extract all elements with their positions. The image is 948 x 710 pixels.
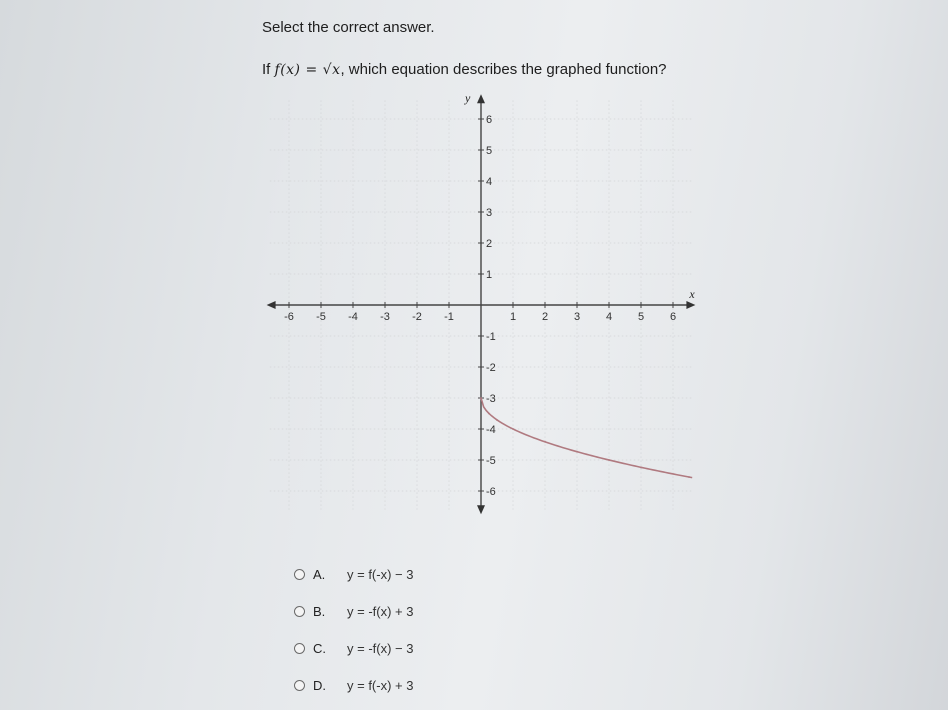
- curve-point: [480, 397, 482, 399]
- graph-svg: [255, 88, 710, 528]
- curve-point: [544, 441, 546, 443]
- y-tick-label: -5: [486, 455, 496, 467]
- curve-point: [640, 467, 642, 469]
- option-letter: D.: [313, 678, 326, 693]
- option-equation: y = -f(x) + 3: [347, 604, 414, 619]
- x-tick-label: 5: [637, 311, 645, 323]
- y-axis-label: y: [465, 91, 471, 106]
- curve-point: [512, 428, 514, 430]
- option-letter: A.: [313, 567, 326, 582]
- function-definition: f(x) = √x: [274, 62, 341, 78]
- radio-button-icon[interactable]: [294, 680, 305, 691]
- x-tick-label: -1: [444, 311, 454, 323]
- x-axis-right-arrow-icon: [686, 301, 695, 309]
- curve-point: [488, 413, 490, 415]
- x-tick-label: -4: [348, 311, 358, 323]
- y-tick-label: 4: [486, 176, 493, 188]
- x-tick-label: 2: [541, 311, 549, 323]
- option-c[interactable]: [294, 630, 413, 667]
- radio-button-icon[interactable]: [294, 606, 305, 617]
- x-axis-label: x: [689, 287, 695, 301]
- y-tick-label: 6: [486, 114, 493, 126]
- option-letter: C.: [313, 641, 326, 656]
- curve-point: [496, 419, 498, 421]
- x-tick-label: 1: [509, 311, 517, 323]
- x-tick-label: 3: [573, 311, 581, 323]
- x-tick-label: 4: [605, 311, 613, 323]
- y-tick-label: 1: [486, 269, 493, 281]
- x-tick-label: -5: [316, 311, 326, 323]
- option-a[interactable]: [294, 556, 413, 593]
- x-axis-left-arrow-icon: [267, 301, 276, 309]
- y-tick-label: -3: [486, 393, 496, 405]
- x-tick-label: 6: [669, 311, 677, 323]
- option-letter: B.: [313, 604, 326, 619]
- y-tick-label: -1: [486, 331, 496, 343]
- tick-labels: [284, 91, 695, 498]
- curve-point: [608, 459, 610, 461]
- question-prefix: If: [262, 61, 271, 78]
- y-tick-label: 3: [486, 207, 493, 219]
- option-equation: y = f(-x) − 3: [347, 567, 414, 582]
- x-tick-label: -2: [412, 311, 422, 323]
- answer-options: [294, 556, 413, 704]
- x-tick-label: -3: [380, 311, 390, 323]
- y-tick-label: -4: [486, 424, 496, 436]
- y-tick-label: 5: [486, 145, 493, 157]
- y-axis-up-arrow-icon: [477, 94, 485, 103]
- curve-point: [576, 451, 578, 453]
- function-graph: [255, 88, 710, 528]
- axes: [267, 94, 696, 514]
- curve-point: [688, 476, 690, 478]
- question-text: [262, 61, 667, 78]
- y-tick-label: -6: [486, 486, 496, 498]
- function-curve: [480, 397, 692, 478]
- radio-button-icon[interactable]: [294, 569, 305, 580]
- radio-button-icon[interactable]: [294, 643, 305, 654]
- question-suffix: , which equation describes the graphed function?: [340, 61, 667, 78]
- x-tick-label: -6: [284, 311, 294, 323]
- y-tick-label: 2: [486, 238, 493, 250]
- option-equation: y = f(-x) + 3: [347, 678, 414, 693]
- option-d[interactable]: [294, 667, 413, 704]
- y-tick-label: -2: [486, 362, 496, 374]
- option-b[interactable]: [294, 593, 413, 630]
- instruction-text: Select the correct answer.: [262, 19, 435, 36]
- option-equation: y = -f(x) − 3: [347, 641, 414, 656]
- y-axis-down-arrow-icon: [477, 505, 485, 514]
